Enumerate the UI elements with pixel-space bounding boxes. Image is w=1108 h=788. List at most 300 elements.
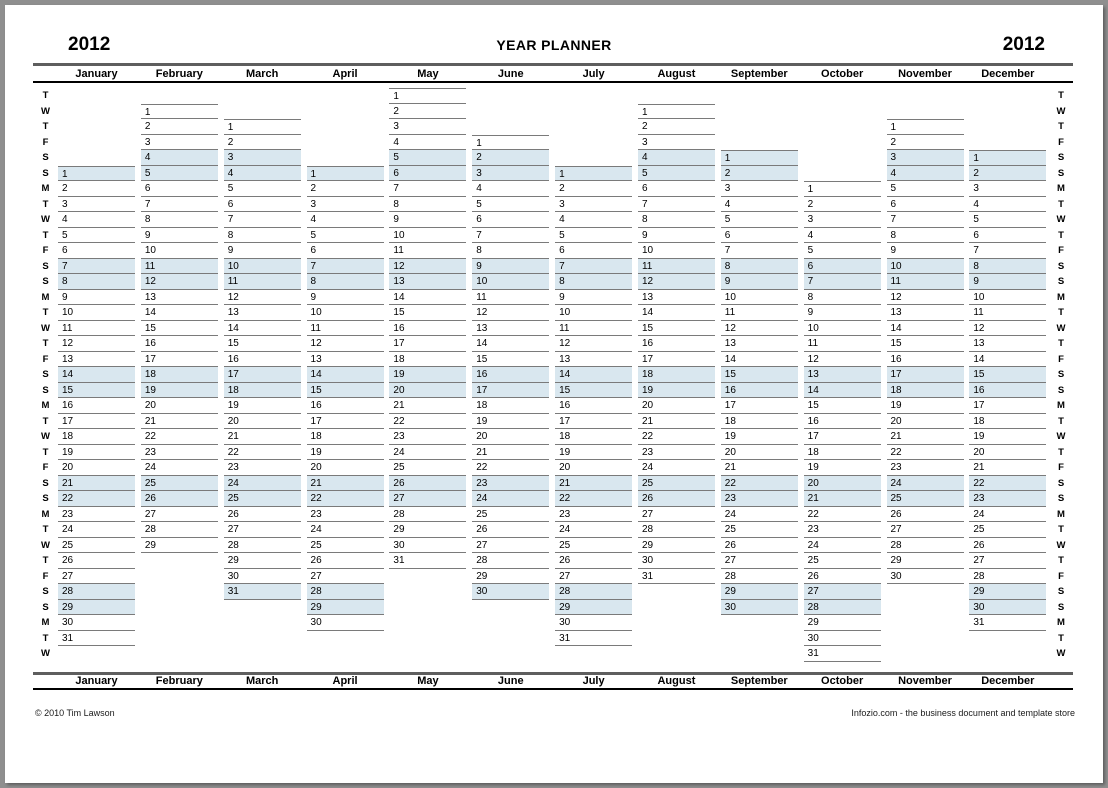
- date-cell: 23: [555, 507, 632, 523]
- date-cell: 5: [141, 166, 218, 182]
- date-cell: 9: [58, 290, 135, 306]
- date-cell: 2: [969, 166, 1046, 182]
- date-cell: 1: [58, 166, 135, 182]
- date-cell: 7: [389, 181, 466, 197]
- month-column-february: [141, 88, 218, 662]
- date-cell: 28: [804, 600, 881, 616]
- day-letter: F: [42, 245, 49, 256]
- empty-cell: [141, 631, 218, 647]
- day-column-left: [33, 88, 58, 662]
- date-cell: 28: [389, 507, 466, 523]
- month-header-may: May: [417, 67, 439, 80]
- month-column-november: [887, 88, 964, 662]
- date-cell: 24: [58, 522, 135, 538]
- date-cell: 6: [472, 212, 549, 228]
- day-letter: W: [41, 214, 50, 225]
- date-cell: 14: [389, 290, 466, 306]
- day-letter: S: [42, 152, 49, 163]
- date-cell: 27: [58, 569, 135, 585]
- date-cell: 25: [804, 553, 881, 569]
- date-cell: 18: [224, 383, 301, 399]
- date-cell: 30: [638, 553, 715, 569]
- header-rule-bottom: [33, 81, 1073, 83]
- date-cell: 11: [389, 243, 466, 259]
- date-cell: 21: [141, 414, 218, 430]
- date-cell: 29: [804, 615, 881, 631]
- date-cell: 11: [721, 305, 798, 321]
- day-letter: T: [42, 446, 49, 458]
- date-cell: 22: [804, 507, 881, 523]
- date-cell: 4: [224, 166, 301, 182]
- date-cell: 8: [307, 274, 384, 290]
- month-header-september: September: [730, 67, 788, 80]
- date-cell: 25: [555, 538, 632, 554]
- month-header-july: July: [582, 675, 605, 687]
- empty-cell: [804, 166, 881, 182]
- empty-cell: [555, 646, 632, 662]
- date-cell: 5: [307, 228, 384, 244]
- date-cell: 10: [472, 274, 549, 290]
- month-header-august: August: [657, 67, 696, 80]
- date-cell: 17: [721, 398, 798, 414]
- date-cell: 10: [638, 243, 715, 259]
- date-cell: 25: [887, 491, 964, 507]
- date-cell: 17: [141, 352, 218, 368]
- date-cell: 12: [307, 336, 384, 352]
- empty-cell: [472, 88, 549, 104]
- date-cell: 26: [141, 491, 218, 507]
- date-cell: 10: [555, 305, 632, 321]
- date-cell: 15: [307, 383, 384, 399]
- date-cell: 7: [638, 197, 715, 213]
- day-letter: W: [1056, 105, 1066, 117]
- date-cell: 27: [555, 569, 632, 585]
- date-cell: 4: [307, 212, 384, 228]
- date-cell: 6: [307, 243, 384, 259]
- day-letter: S: [42, 493, 49, 504]
- date-cell: 30: [307, 615, 384, 631]
- date-cell: 26: [224, 507, 301, 523]
- date-cell: 24: [638, 460, 715, 476]
- date-cell: 8: [804, 290, 881, 306]
- date-cell: 1: [389, 88, 466, 104]
- date-cell: 8: [887, 228, 964, 244]
- empty-cell: [555, 135, 632, 151]
- month-header-july: July: [582, 67, 605, 80]
- date-cell: 12: [804, 352, 881, 368]
- date-cell: 31: [555, 631, 632, 647]
- empty-cell: [721, 104, 798, 120]
- date-cell: 27: [224, 522, 301, 538]
- date-cell: 27: [887, 522, 964, 538]
- date-cell: 3: [389, 119, 466, 135]
- date-cell: 3: [721, 181, 798, 197]
- day-letter: T: [1058, 198, 1064, 210]
- day-letter: S: [42, 586, 49, 597]
- empty-cell: [472, 104, 549, 120]
- date-cell: 18: [721, 414, 798, 430]
- date-cell: 13: [969, 336, 1046, 352]
- date-cell: 4: [969, 197, 1046, 213]
- date-cell: 4: [472, 181, 549, 197]
- date-cell: 16: [887, 352, 964, 368]
- date-cell: 26: [804, 569, 881, 585]
- date-cell: 12: [389, 259, 466, 275]
- empty-cell: [638, 600, 715, 616]
- empty-cell: [141, 646, 218, 662]
- day-letter: M: [41, 617, 50, 628]
- day-letter: F: [42, 570, 49, 582]
- date-cell: 2: [389, 104, 466, 120]
- date-cell: 17: [224, 367, 301, 383]
- date-cell: 4: [721, 197, 798, 213]
- date-cell: 21: [804, 491, 881, 507]
- date-cell: 28: [969, 569, 1046, 585]
- date-cell: 22: [389, 414, 466, 430]
- date-cell: 24: [307, 522, 384, 538]
- month-header-february: February: [155, 67, 203, 80]
- day-letter: S: [1057, 493, 1065, 504]
- date-cell: 16: [638, 336, 715, 352]
- date-cell: 22: [969, 476, 1046, 492]
- date-cell: 10: [969, 290, 1046, 306]
- date-cell: 24: [804, 538, 881, 554]
- date-cell: 22: [555, 491, 632, 507]
- date-cell: 1: [555, 166, 632, 182]
- date-cell: 25: [224, 491, 301, 507]
- day-letter: F: [42, 462, 49, 473]
- date-cell: 5: [389, 150, 466, 166]
- day-letter: T: [1058, 307, 1064, 318]
- empty-cell: [141, 600, 218, 616]
- day-letter: T: [42, 198, 49, 210]
- date-cell: 23: [58, 507, 135, 523]
- date-cell: 26: [555, 553, 632, 569]
- date-cell: 6: [969, 228, 1046, 244]
- date-cell: 25: [472, 507, 549, 523]
- date-cell: 23: [721, 491, 798, 507]
- date-cell: 29: [721, 584, 798, 600]
- date-cell: 29: [58, 600, 135, 616]
- date-cell: 14: [804, 383, 881, 399]
- day-letter: T: [42, 632, 49, 644]
- date-cell: 15: [887, 336, 964, 352]
- date-cell: 14: [141, 305, 218, 321]
- day-letter: T: [1058, 338, 1064, 349]
- date-cell: 29: [887, 553, 964, 569]
- date-cell: 13: [804, 367, 881, 383]
- empty-cell: [721, 631, 798, 647]
- date-cell: 10: [141, 243, 218, 259]
- date-cell: 24: [389, 445, 466, 461]
- month-column-july: [555, 88, 632, 662]
- day-letter: T: [42, 90, 49, 101]
- day-letter: M: [1057, 508, 1065, 520]
- empty-cell: [224, 631, 301, 647]
- empty-cell: [389, 631, 466, 647]
- date-cell: 12: [224, 290, 301, 306]
- date-cell: 17: [58, 414, 135, 430]
- month-header-april: April: [332, 67, 358, 80]
- date-cell: 19: [804, 460, 881, 476]
- date-cell: 28: [638, 522, 715, 538]
- empty-cell: [472, 646, 549, 662]
- date-cell: 17: [887, 367, 964, 383]
- day-letter: S: [1057, 586, 1065, 597]
- date-cell: 30: [224, 569, 301, 585]
- month-column-september: [721, 88, 798, 662]
- empty-cell: [887, 104, 964, 120]
- date-cell: 30: [58, 615, 135, 631]
- date-cell: 15: [804, 398, 881, 414]
- empty-cell: [224, 615, 301, 631]
- day-letter: T: [1058, 229, 1064, 241]
- day-letter: W: [41, 648, 50, 659]
- date-cell: 28: [307, 584, 384, 600]
- date-cell: 22: [721, 476, 798, 492]
- empty-cell: [969, 646, 1046, 662]
- day-letter: S: [1057, 167, 1065, 179]
- day-letter: T: [42, 229, 49, 241]
- date-cell: 16: [721, 383, 798, 399]
- date-cell: 17: [638, 352, 715, 368]
- date-cell: 30: [969, 600, 1046, 616]
- date-cell: 25: [389, 460, 466, 476]
- date-cell: 9: [969, 274, 1046, 290]
- date-cell: 5: [721, 212, 798, 228]
- date-cell: 24: [141, 460, 218, 476]
- date-cell: 3: [141, 135, 218, 151]
- day-letter: S: [1057, 477, 1065, 489]
- empty-cell: [721, 88, 798, 104]
- date-cell: 26: [307, 553, 384, 569]
- date-cell: 26: [638, 491, 715, 507]
- day-letter: M: [1057, 291, 1065, 303]
- date-cell: 31: [389, 553, 466, 569]
- date-cell: 3: [58, 197, 135, 213]
- day-letter: M: [41, 400, 50, 411]
- empty-cell: [307, 646, 384, 662]
- date-cell: 20: [721, 445, 798, 461]
- day-letter: T: [1058, 555, 1064, 566]
- date-cell: 31: [58, 631, 135, 647]
- date-cell: 7: [224, 212, 301, 228]
- date-cell: 18: [638, 367, 715, 383]
- empty-cell: [555, 150, 632, 166]
- date-cell: 23: [804, 522, 881, 538]
- month-header-november: November: [898, 67, 952, 80]
- date-cell: 18: [307, 429, 384, 445]
- day-letter: S: [42, 276, 49, 287]
- date-cell: 16: [224, 352, 301, 368]
- date-cell: 21: [224, 429, 301, 445]
- date-cell: 13: [638, 290, 715, 306]
- day-letter: T: [42, 307, 49, 318]
- date-cell: 3: [969, 181, 1046, 197]
- day-letter: W: [1056, 431, 1066, 442]
- date-cell: 1: [307, 166, 384, 182]
- date-cell: 7: [472, 228, 549, 244]
- date-cell: 2: [638, 119, 715, 135]
- date-cell: 19: [969, 429, 1046, 445]
- empty-cell: [472, 631, 549, 647]
- date-cell: 28: [224, 538, 301, 554]
- date-cell: 21: [58, 476, 135, 492]
- date-cell: 22: [472, 460, 549, 476]
- day-letter: S: [1057, 260, 1065, 272]
- date-cell: 5: [472, 197, 549, 213]
- empty-cell: [887, 88, 964, 104]
- empty-cell: [58, 104, 135, 120]
- date-cell: 25: [307, 538, 384, 554]
- empty-cell: [307, 119, 384, 135]
- date-cell: 23: [887, 460, 964, 476]
- empty-cell: [307, 150, 384, 166]
- month-header-october: October: [821, 67, 864, 80]
- date-cell: 5: [224, 181, 301, 197]
- date-cell: 2: [141, 119, 218, 135]
- date-cell: 23: [307, 507, 384, 523]
- date-cell: 8: [472, 243, 549, 259]
- date-cell: 6: [389, 166, 466, 182]
- date-cell: 9: [307, 290, 384, 306]
- empty-cell: [804, 88, 881, 104]
- day-letter: T: [42, 338, 49, 349]
- empty-cell: [638, 584, 715, 600]
- date-cell: 16: [141, 336, 218, 352]
- date-cell: 2: [307, 181, 384, 197]
- date-cell: 15: [555, 383, 632, 399]
- empty-cell: [638, 88, 715, 104]
- empty-cell: [804, 135, 881, 151]
- date-cell: 30: [389, 538, 466, 554]
- date-cell: 11: [472, 290, 549, 306]
- date-cell: 21: [555, 476, 632, 492]
- date-cell: 20: [555, 460, 632, 476]
- month-header-january: January: [75, 67, 118, 80]
- date-cell: 13: [389, 274, 466, 290]
- date-cell: 19: [555, 445, 632, 461]
- empty-cell: [141, 553, 218, 569]
- date-cell: 31: [969, 615, 1046, 631]
- date-cell: 23: [141, 445, 218, 461]
- date-cell: 13: [721, 336, 798, 352]
- date-cell: 27: [472, 538, 549, 554]
- date-cell: 9: [804, 305, 881, 321]
- empty-cell: [224, 104, 301, 120]
- empty-cell: [224, 600, 301, 616]
- month-header-june: June: [497, 675, 524, 687]
- empty-cell: [969, 88, 1046, 104]
- date-cell: 10: [389, 228, 466, 244]
- date-cell: 26: [472, 522, 549, 538]
- empty-cell: [555, 104, 632, 120]
- date-cell: 3: [887, 150, 964, 166]
- date-cell: 20: [389, 383, 466, 399]
- date-cell: 9: [887, 243, 964, 259]
- date-cell: 20: [472, 429, 549, 445]
- date-cell: 23: [638, 445, 715, 461]
- empty-cell: [804, 150, 881, 166]
- date-cell: 9: [389, 212, 466, 228]
- day-letter: F: [42, 353, 49, 365]
- empty-cell: [555, 88, 632, 104]
- date-cell: 1: [472, 135, 549, 151]
- date-cell: 5: [804, 243, 881, 259]
- date-cell: 19: [721, 429, 798, 445]
- date-cell: 29: [969, 584, 1046, 600]
- date-cell: 9: [224, 243, 301, 259]
- empty-cell: [804, 119, 881, 135]
- date-cell: 16: [307, 398, 384, 414]
- date-cell: 8: [389, 197, 466, 213]
- empty-cell: [307, 631, 384, 647]
- month-header-september: September: [730, 675, 788, 687]
- month-column-december: [969, 88, 1046, 662]
- date-cell: 19: [389, 367, 466, 383]
- day-letter: W: [41, 322, 50, 334]
- month-header-june: June: [497, 67, 524, 80]
- date-cell: 11: [307, 321, 384, 337]
- date-cell: 20: [58, 460, 135, 476]
- empty-cell: [389, 584, 466, 600]
- empty-cell: [389, 569, 466, 585]
- day-letter: W: [41, 105, 50, 117]
- day-letter: F: [42, 136, 49, 148]
- date-cell: 14: [224, 321, 301, 337]
- date-cell: 15: [224, 336, 301, 352]
- month-header-december: December: [981, 675, 1035, 687]
- date-cell: 18: [389, 352, 466, 368]
- date-cell: 8: [224, 228, 301, 244]
- date-cell: 12: [638, 274, 715, 290]
- date-cell: 8: [141, 212, 218, 228]
- date-cell: 14: [555, 367, 632, 383]
- date-cell: 7: [307, 259, 384, 275]
- date-cell: 13: [887, 305, 964, 321]
- day-letter: T: [1058, 446, 1064, 458]
- date-cell: 4: [58, 212, 135, 228]
- day-letter: W: [1056, 648, 1066, 659]
- date-cell: 14: [969, 352, 1046, 368]
- date-cell: 1: [638, 104, 715, 120]
- empty-cell: [804, 104, 881, 120]
- date-cell: 7: [141, 197, 218, 213]
- date-cell: 11: [804, 336, 881, 352]
- date-cell: 3: [307, 197, 384, 213]
- day-letter: T: [1058, 90, 1064, 101]
- date-cell: 17: [472, 383, 549, 399]
- planner-page: [5, 5, 1103, 783]
- day-column-right: [1049, 88, 1074, 662]
- date-cell: 16: [472, 367, 549, 383]
- date-cell: 16: [969, 383, 1046, 399]
- date-cell: 24: [721, 507, 798, 523]
- date-cell: 7: [804, 274, 881, 290]
- empty-cell: [969, 135, 1046, 151]
- date-cell: 15: [472, 352, 549, 368]
- date-cell: 2: [804, 197, 881, 213]
- date-cell: 7: [555, 259, 632, 275]
- date-cell: 15: [638, 321, 715, 337]
- day-letter: M: [41, 183, 50, 194]
- date-cell: 22: [141, 429, 218, 445]
- date-cell: 3: [638, 135, 715, 151]
- date-cell: 5: [887, 181, 964, 197]
- year-label-left: 2012: [68, 34, 111, 55]
- date-cell: 10: [721, 290, 798, 306]
- date-cell: 23: [389, 429, 466, 445]
